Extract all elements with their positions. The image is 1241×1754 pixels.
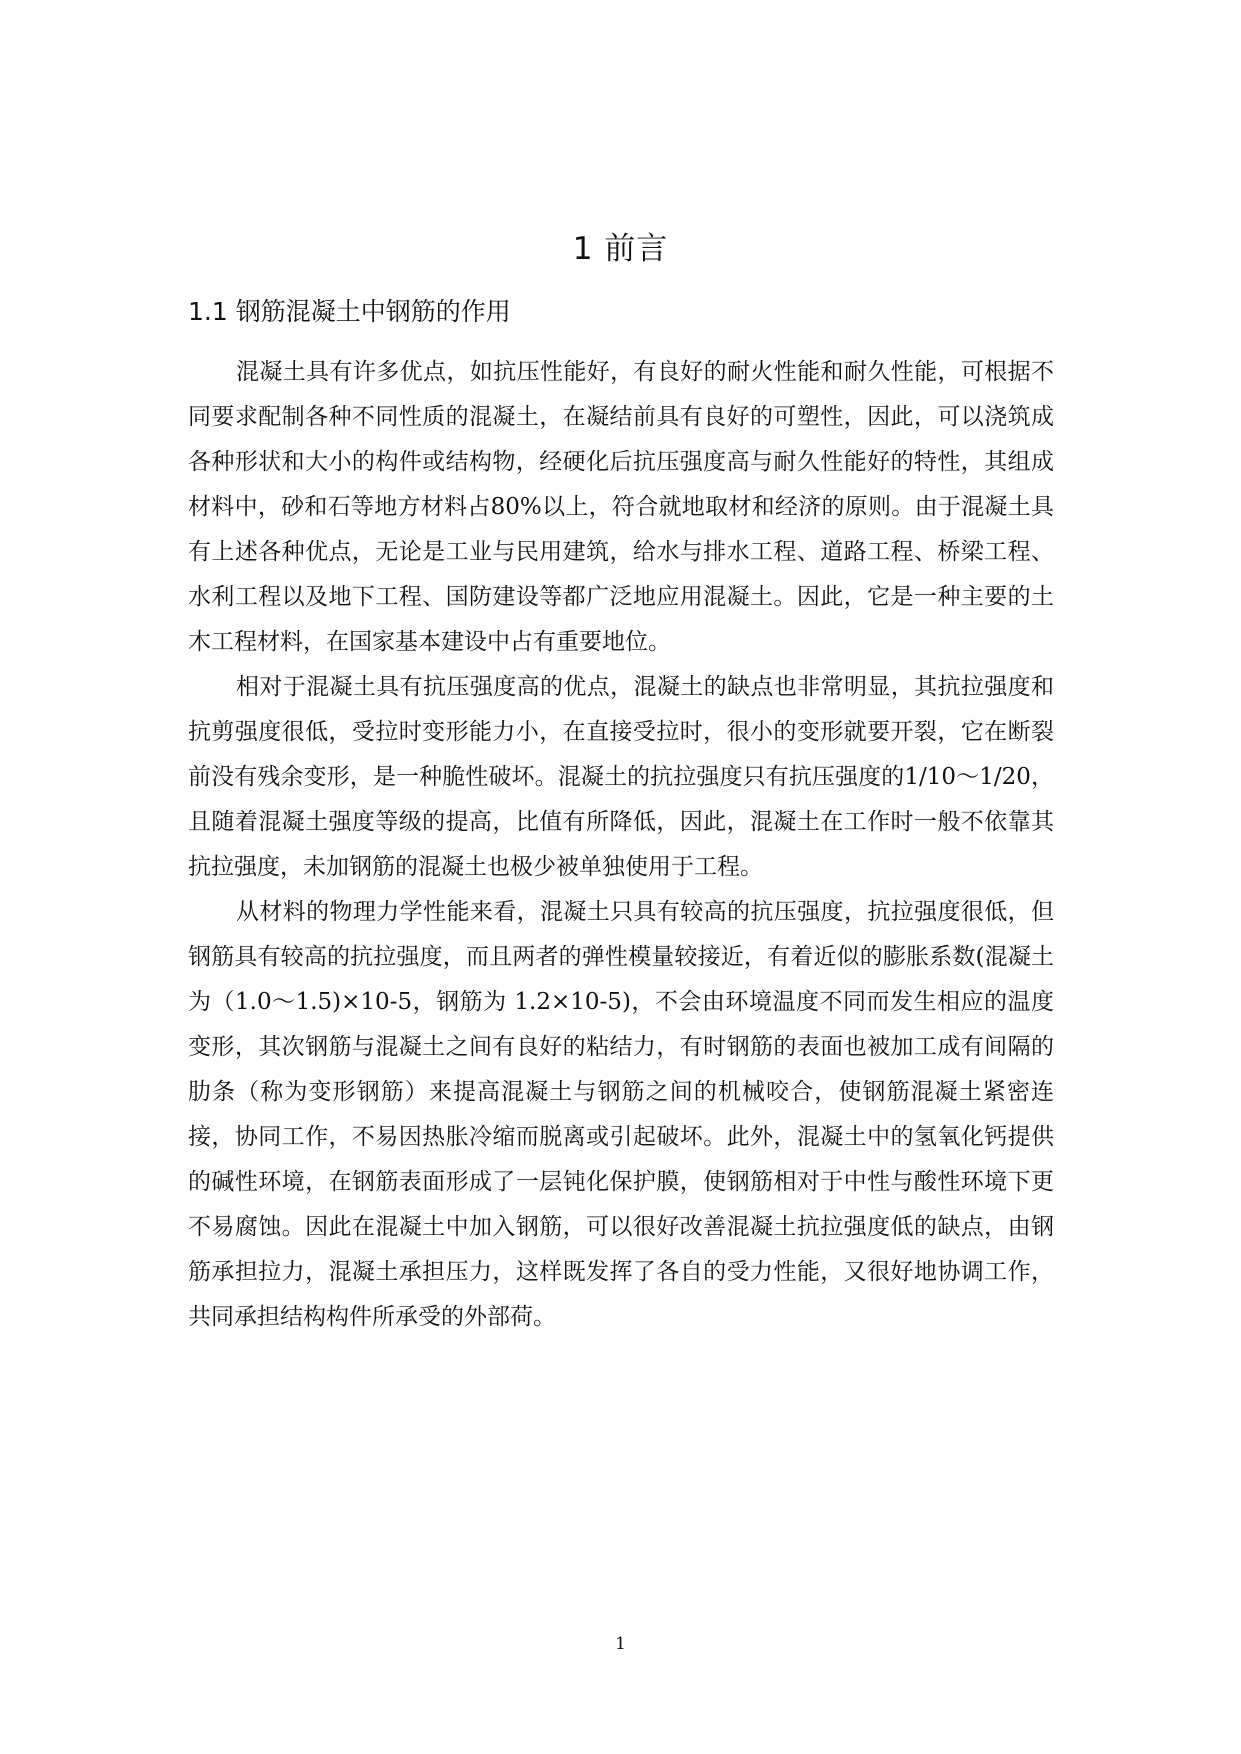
chapter-title: 1 前言 (572, 231, 669, 267)
paragraph-1: 混凝土具有许多优点，如抗压性能好，有良好的耐火性能和耐久性能，可根据不同要求配制各种不同性质的混凝土，在凝结前具有良好的可塑性，因此，可以浇筑成各种形状和大小的构件或结构物，经硬化后抗压强度高与耐久性能好的特性，其组成材料中，砂和石等地方材料占80%以上，符合就地取材和经济的原则。由于混凝土具有上述各种优点，无论是工业与民用建筑，给水与排水工程、道路工程、桥梁工程、水利工程以及地下工程、国防建设等都广泛地应用混凝土。因此，它是一种主要的土木工程材料，在国家基本建设中占有重要地位。 (188, 359, 1054, 655)
paragraph-2: 相对于混凝土具有抗压强度高的优点，混凝土的缺点也非常明显，其抗拉强度和抗剪强度很低，受拉时变形能力小，在直接受拉时，很小的变形就要开裂，它在断裂前没有残余变形，是一种脆性破坏。混凝土的抗拉强度只有抗压强度的1/10～1/20，且随着混凝土强度等级的提高，比值有所降低，因此，混凝土在工作时一般不依靠其抗拉强度，未加钢筋的混凝土也极少被单独使用于工程。 (188, 674, 1054, 880)
section-title: 1.1 钢筋混凝土中钢筋的作用 (188, 297, 511, 326)
page-number: 1 (615, 1634, 626, 1654)
body-text (188, 350, 1054, 1340)
paragraph-3: 从材料的物理力学性能来看，混凝土只具有较高的抗压强度，抗拉强度很低，但钢筋具有较高的抗拉强度，而且两者的弹性模量较接近，有着近似的膨胀系数(混凝土为（1.0～1.5)×10-5，钢筋为 1.2×10-5)，不会由环境温度不同而发生相应的温度变形，其次钢筋与混凝土之间有良好的粘结力，有时钢筋的表面也被加工成有间隔的肋条（称为变形钢筋）来提高混凝土与钢筋之间的机械咬合，使钢筋混凝土紧密连接，协同工作，不易因热胀冷缩而脱离或引起破坏。此外，混凝土中的氢氧化钙提供的碱性环境，在钢筋表面形成了一层钝化保护膜，使钢筋相对于中性与酸性环境下更不易腐蚀。因此在混凝土中加入钢筋，可以很好改善混凝土抗拉强度低的缺点，由钢筋承担拉力，混凝土承担压力，这样既发挥了各自的受力性能，又很好地协调工作，共同承担结构构件所承受的外部荷。 (188, 899, 1054, 1330)
